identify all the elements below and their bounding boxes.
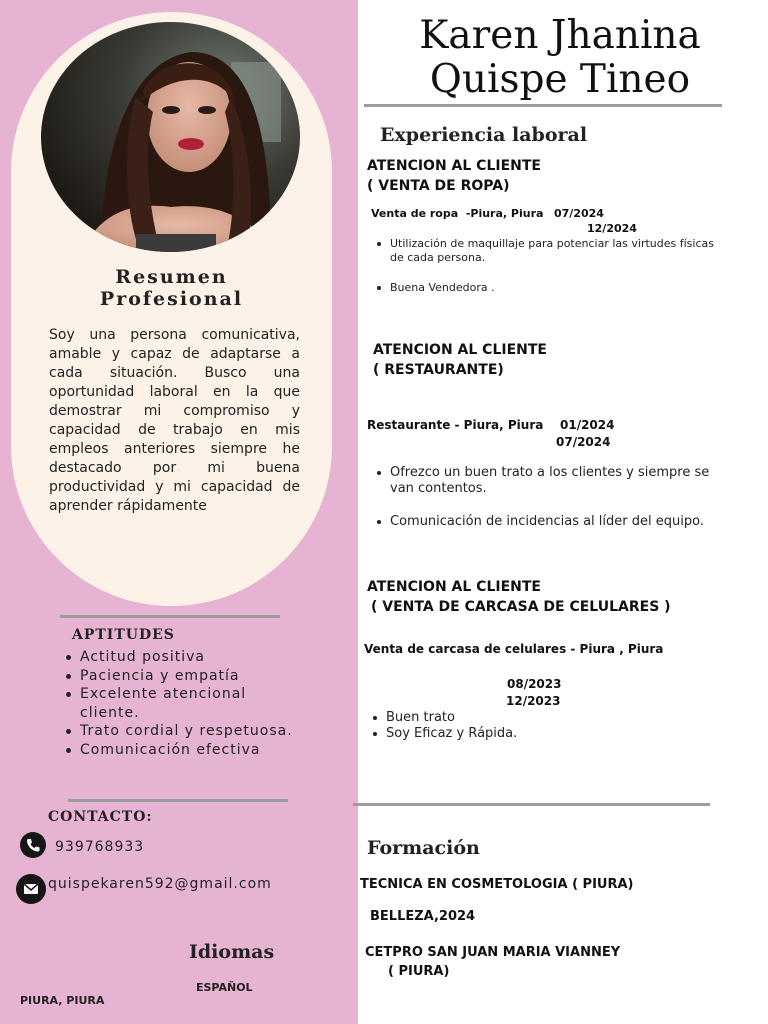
email-address[interactable]: quispekaren592@gmail.com — [48, 876, 272, 892]
job-date-start: 01/2024 — [560, 418, 615, 432]
summary-text: Soy una persona comunicativa, amable y capaz de adaptarse a cada situación. Busco una oportunidad laboral en la que demostrar mi compromiso y capacidad de trabajo en mis empleos anteriores siempre he destacado por mi buena productividad y mi capacidad de aprender rápidamente — [49, 327, 300, 514]
duty-item: Utilización de maquillaje para potenciar las virtudes físicas de cada persona. — [372, 237, 714, 265]
mail-icon — [16, 874, 46, 904]
job-title-line-2: ( VENTA DE CARCASA DE CELULARES ) — [371, 599, 671, 615]
job-date-end: 07/2024 — [556, 435, 611, 449]
job-duties — [368, 710, 668, 742]
name-line-2: Quispe Tineo — [429, 57, 691, 102]
skill-item: Excelente atencional cliente. — [62, 685, 302, 722]
job-date-end: 12/2023 — [506, 694, 561, 708]
summary-heading-line-2: Profesional — [99, 288, 244, 310]
job-place: Restaurante - Piura, Piura — [367, 418, 544, 432]
duty-item: Ofrezco un buen trato a los clientes y siempre se van contentos. — [372, 465, 736, 497]
job-duties — [372, 465, 736, 530]
duty-item: Comunicación de incidencias al líder del equipo. — [372, 514, 736, 530]
contact-heading: CONTACTO: — [48, 809, 153, 825]
education-field: BELLEZA,2024 — [370, 909, 476, 924]
divider — [68, 799, 288, 802]
job-place: Venta de carcasa de celulares - Piura , Piura — [364, 642, 664, 656]
education-institution: CETPRO SAN JUAN MARIA VIANNEY — [365, 945, 621, 960]
duty-item: Soy Eficaz y Rápida. — [368, 726, 668, 742]
summary-heading — [11, 266, 332, 310]
skill-item: Comunicación efectiva — [62, 741, 302, 760]
job-title-line-1: ATENCION AL CLIENTE — [367, 158, 541, 174]
divider — [353, 803, 710, 806]
job-title — [373, 340, 547, 380]
phone-icon — [20, 832, 46, 858]
job-date-start: 08/2023 — [507, 677, 562, 691]
skill-item: Trato cordial y respetuosa. — [62, 722, 302, 741]
job-title-line-2: ( VENTA DE ROPA) — [367, 178, 510, 194]
job-title — [367, 156, 541, 196]
education-heading: Formación — [367, 837, 480, 859]
skills-list — [62, 648, 302, 759]
job-title — [367, 577, 671, 617]
job-place: Venta de ropa -Piura, Piura — [371, 207, 544, 220]
profile-photo — [41, 22, 300, 252]
divider — [364, 104, 722, 107]
job-duties — [372, 237, 714, 295]
job-date-start: 07/2024 — [554, 207, 604, 220]
skill-item: Paciencia y empatía — [62, 667, 302, 686]
languages-heading: Idiomas — [189, 941, 275, 963]
summary-heading-line-1: Resumen — [115, 266, 228, 288]
job-title-line-1: ATENCION AL CLIENTE — [367, 579, 541, 595]
skill-item: Actitud positiva — [62, 648, 302, 667]
education-location: ( PIURA) — [388, 964, 450, 979]
phone-number[interactable]: 939768933 — [55, 839, 145, 855]
location-text: PIURA, PIURA — [20, 994, 105, 1007]
education-degree: TECNICA EN COSMETOLOGIA ( PIURA) — [360, 877, 634, 892]
job-title-line-2: ( RESTAURANTE) — [373, 362, 504, 378]
experience-heading: Experiencia laboral — [380, 124, 588, 146]
duty-item: Buena Vendedora . — [372, 281, 714, 295]
name-line-1: Karen Jhanina — [419, 13, 701, 58]
job-title-line-1: ATENCION AL CLIENTE — [373, 342, 547, 358]
duty-item: Buen trato — [368, 710, 668, 726]
language-item: ESPAÑOL — [196, 981, 253, 994]
skills-heading: APTITUDES — [72, 627, 175, 643]
divider — [60, 615, 280, 618]
job-date-end: 12/2024 — [587, 222, 637, 235]
candidate-name — [364, 14, 756, 102]
